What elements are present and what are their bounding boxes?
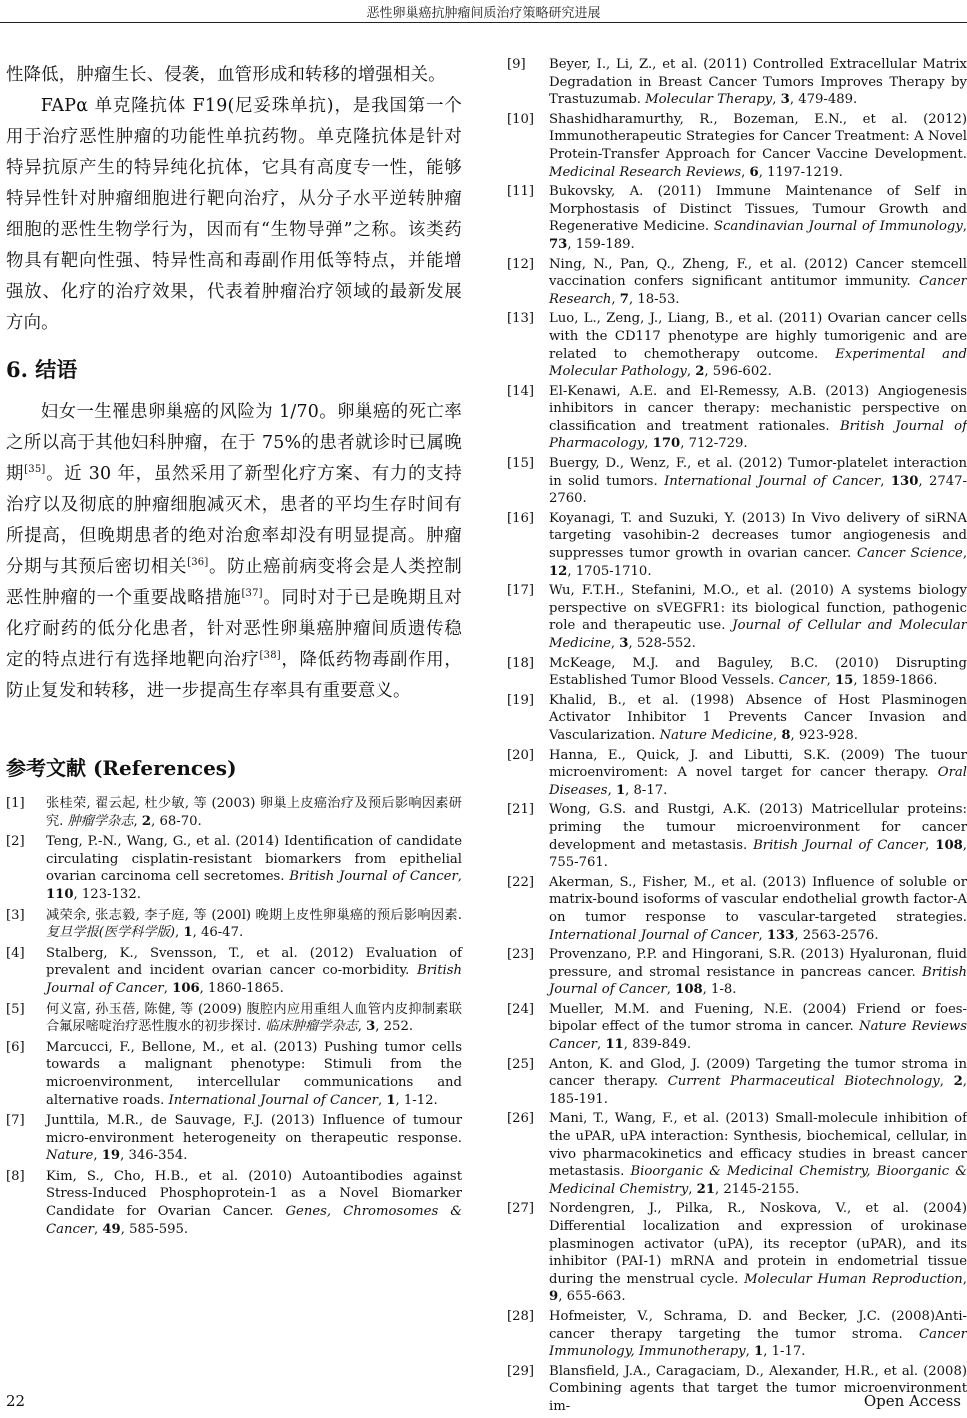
reference-item (6, 945, 462, 998)
reference-journal: Scandinavian Journal of Immunology (713, 219, 963, 235)
reference-pages: , 1705-1710. (567, 563, 652, 579)
reference-text (549, 1001, 967, 1054)
reference-separator: , (962, 1271, 967, 1287)
reference-volume: 7 (619, 291, 629, 307)
reference-number: [8] (6, 1168, 25, 1184)
reference-separator: , (826, 673, 835, 689)
citation-link[interactable]: [37] (241, 588, 263, 600)
reference-volume: 3 (780, 92, 790, 108)
page-number: 22 (6, 1392, 26, 1410)
reference-text (549, 946, 967, 999)
reference-volume: 1 (615, 782, 626, 798)
reference-separator: , (772, 92, 781, 108)
reference-number: [24] (507, 1001, 535, 1017)
reference-volume: 3 (619, 636, 629, 651)
reference-authors-title: Hofmeister, V., Schrama, D. and Becker, J.C. (2008)Anti-cancer therapy targeting the tumor stroma. (549, 1308, 967, 1342)
reference-item (507, 310, 967, 380)
reference-item (507, 655, 967, 690)
reference-text (549, 256, 967, 309)
reference-separator: , (688, 1181, 697, 1197)
reference-number: [23] (507, 947, 535, 963)
reference-number: [1] (6, 796, 25, 811)
reference-journal: Nature (46, 1148, 94, 1164)
reference-volume: 106 (172, 980, 200, 996)
reference-text (46, 1112, 462, 1165)
reference-separator: , (457, 869, 462, 885)
reference-number: [7] (6, 1113, 25, 1129)
conclusion-paragraph (6, 397, 462, 707)
reference-volume: 130 (890, 473, 919, 489)
reference-volume: 1 (386, 1092, 396, 1108)
reference-volume: 8 (781, 727, 791, 743)
reference-number: [9] (507, 57, 526, 72)
reference-number: [5] (6, 1001, 25, 1017)
header-rule (0, 22, 967, 23)
reference-pages: , 123-132. (73, 886, 141, 902)
reference-journal: British Journal of Pharmacology (549, 418, 967, 452)
reference-item (6, 1001, 462, 1036)
reference-item (6, 833, 462, 903)
reference-authors-title: 张桂荣, 翟云起, 杜少敏, 等 (2003) 卵巢上皮癌治疗及预后影响因素研究. (46, 796, 462, 829)
reference-text (46, 1001, 462, 1036)
reference-item (507, 1110, 967, 1198)
reference-journal: Cancer (778, 673, 827, 689)
reference-volume: 170 (652, 436, 681, 452)
reference-text (46, 1039, 462, 1109)
reference-journal: International Journal of Cancer (664, 473, 881, 489)
reference-authors-title: Stalberg, K., Svensson, T., et al. (2012) Evaluation of prevalent and incident ovarian cancer co-morbidity. (46, 945, 462, 979)
reference-number: [13] (507, 311, 535, 327)
reference-item (6, 1112, 462, 1165)
reference-number: [25] (507, 1056, 535, 1072)
conclusion-text: 妇女一生罹患卵巢癌的风险为 1/70。卵巢癌的死亡率之所以高于其他妇科肿瘤，在于 75%的患者就诊时已属晚期 (6, 402, 462, 484)
reference-pages: , 755-761. (549, 837, 967, 871)
left-column (6, 60, 462, 1241)
reference-journal: Journal of Cellular and Molecular Medicine (549, 618, 967, 651)
reference-separator: , (772, 727, 782, 743)
reference-authors-title: Mani, T., Wang, F., et al. (2013) Small-molecule inhibition of the uPAR, uPA interaction: Synthesis, biochemical, cellular, in vivo pharmacokinetics and efficacy studies in breast cancer metastasis. (549, 1111, 967, 1180)
reference-text (549, 56, 967, 109)
reference-text (549, 1110, 967, 1198)
reference-list (507, 56, 967, 1416)
reference-item (507, 1200, 967, 1306)
reference-journal: Molecular Therapy (645, 92, 773, 108)
reference-journal: Experimental and Molecular Pathology (549, 346, 967, 380)
conclusion-text: 。防止癌前病变将会是人类控制恶性肿瘤的一个重要战略措施 (6, 557, 462, 608)
reference-item (507, 183, 967, 253)
reference-text (549, 383, 967, 453)
reference-volume: 1 (183, 925, 193, 941)
reference-journal: Molecular Human Reproduction (744, 1271, 963, 1287)
reference-authors-title: Luo, L., Zeng, J., Liang, B., et al. (2011) Ovarian cancer cells with the CD117 phenotype are highly tumorigenic and are related to chemotherapy outcome. (549, 311, 967, 362)
reference-pages: , 655-663. (558, 1289, 626, 1305)
reference-pages: , 18-53. (628, 291, 680, 307)
reference-item (507, 111, 967, 181)
reference-pages: , 528-552. (628, 636, 696, 651)
reference-journal: Cancer Immunology, Immunotherapy (549, 1326, 967, 1360)
reference-authors-title: Wu, F.T.H., Stefanini, M.O., et al. (2010) A systems biology perspective on sVEGFR1: its biological function, pathogenic role and therapeutic use. (549, 583, 967, 634)
reference-volume: 19 (101, 1148, 121, 1164)
reference-pages: , 2145-2155. (715, 1181, 800, 1197)
reference-authors-title: Akerman, S., Fisher, M., et al. (2013) Influence of soluble or matrix-bound isoforms of vascular endothelial growth factor-A on tumor response to vascular-targeted strategies. (549, 874, 967, 925)
reference-pages: , 2747-2760. (549, 473, 967, 507)
reference-separator: , (962, 546, 967, 562)
reference-item (507, 801, 967, 871)
reference-pages: , 8-17. (625, 782, 668, 798)
references-heading: 参考文献 (References) (6, 756, 237, 780)
reference-pages: , 923-928. (790, 727, 858, 743)
reference-item (6, 1039, 462, 1109)
reference-authors-title: 何义富, 孙玉蓓, 陈健, 等 (2009) 腹腔内应用重组人血管内皮抑制素联合氟尿嘧啶治疗恶性腹水的初步探讨. (46, 1001, 462, 1035)
reference-text (549, 510, 967, 580)
reference-volume: 21 (696, 1181, 716, 1197)
reference-text (549, 801, 967, 871)
reference-authors-title: Hanna, E., Quick, J. and Libutti, S.K. (2009) The tuour microenviroment: A novel target for cancer therapy. (549, 747, 967, 781)
reference-journal: 复旦学报(医学科学版) (46, 925, 175, 941)
reference-separator: , (741, 164, 750, 180)
reference-volume: 110 (46, 886, 74, 902)
reference-number: [14] (507, 383, 535, 399)
reference-journal: British Journal of Cancer (753, 837, 926, 853)
reference-pages: , 68-70. (151, 813, 202, 829)
reference-text (549, 111, 967, 181)
reference-volume: 2 (953, 1074, 963, 1090)
reference-authors-title: McKeage, M.J. and Baguley, B.C. (2010) Disrupting Established Tumor Blood Vessels. (549, 655, 967, 689)
reference-number: [19] (507, 692, 535, 708)
reference-number: [16] (507, 510, 535, 526)
reference-separator: , (758, 927, 767, 943)
reference-pages: , 712-729. (680, 436, 748, 452)
reference-text (46, 795, 462, 830)
reference-separator: , (610, 636, 620, 651)
reference-text (549, 1056, 967, 1109)
reference-item (6, 907, 462, 942)
reference-authors-title: Provenzano, P.P. and Hingorani, S.R. (2013) Hyaluronan, fluid pressure, and stromal resistance in pancreas cancer. (549, 947, 967, 980)
reference-item (6, 1168, 462, 1238)
reference-volume: 108 (675, 982, 703, 998)
reference-authors-title: Ning, N., Pan, Q., Zheng, F., et al. (2012) Cancer stemcell vaccination confers significant antitumor immunity. (549, 256, 967, 290)
reference-item (507, 383, 967, 453)
reference-volume: 1 (754, 1344, 764, 1360)
reference-volume: 15 (834, 673, 854, 689)
reference-pages: , 1-17. (763, 1344, 806, 1360)
reference-pages: , 1859-1866. (853, 673, 938, 689)
reference-journal: British Journal of Cancer (289, 869, 458, 885)
reference-number: [11] (507, 184, 535, 200)
reference-text (46, 907, 462, 942)
reference-separator: , (93, 1148, 102, 1164)
reference-journal: 肿瘤学杂志 (67, 813, 134, 829)
reference-text (549, 1200, 967, 1306)
reference-number: [15] (507, 456, 535, 472)
reference-pages: , 585-595. (120, 1221, 189, 1237)
reference-separator: , (611, 291, 620, 307)
reference-number: [17] (507, 583, 535, 599)
reference-pages: , 839-849. (623, 1037, 692, 1053)
reference-number: [28] (507, 1308, 535, 1324)
citation-link[interactable]: [35] (24, 464, 46, 476)
reference-authors-title: Anton, K. and Glod, J. (2009) Targeting the tumor stroma in cancer therapy. (549, 1056, 967, 1090)
reference-volume: 11 (605, 1037, 624, 1053)
reference-number: [21] (507, 802, 535, 818)
reference-number: [20] (507, 747, 535, 763)
reference-pages: , 159-189. (567, 236, 635, 252)
reference-journal: British Journal of Cancer (549, 964, 967, 998)
section-heading: 6. 结语 (6, 357, 78, 382)
reference-number: [18] (507, 655, 535, 671)
reference-text (549, 874, 967, 944)
reference-volume: 73 (549, 236, 568, 252)
reference-item (507, 747, 967, 800)
reference-text (46, 1168, 462, 1238)
reference-text (549, 1308, 967, 1361)
reference-volume: 9 (549, 1289, 559, 1305)
reference-separator: , (925, 837, 936, 853)
reference-separator: , (174, 925, 184, 941)
right-column (507, 56, 967, 1418)
open-access-label: Open Access (863, 1392, 961, 1410)
reference-item (507, 874, 967, 944)
reference-item (6, 795, 462, 830)
reference-journal: Cancer Science (856, 546, 963, 562)
reference-pages: , 2563-2576. (794, 927, 879, 943)
conclusion-text: ，降低药物毒副作用，防止复发和转移，进一步提高生存率具有重要意义。 (6, 650, 462, 701)
reference-separator: , (666, 982, 676, 998)
reference-authors-title: Mueller, M.M. and Fuening, N.E. (2004) Friend or foes-bipolar effect of the tumor stroma in cancer. (549, 1001, 967, 1035)
reference-journal: Nature Medicine (659, 727, 773, 743)
reference-number: [12] (507, 256, 535, 272)
citation-link[interactable]: [38] (259, 650, 281, 662)
reference-separator: , (163, 980, 173, 996)
reference-separator: , (607, 782, 616, 798)
reference-pages: , 252. (375, 1019, 414, 1035)
reference-authors-title: Junttila, M.R., de Sauvage, F.J. (2013) Influence of tumour micro-environment heterogeneity on therapeutic response. (46, 1113, 462, 1146)
reference-journal: Nature Reviews Cancer (549, 1019, 967, 1053)
reference-authors-title: Shashidharamurthy, R., Bozeman, E.N., et al. (2012) Immunotherapeutic Strategies for Cancer Treatment: A Novel Protein-Transfer Approach for Cancer Vaccine Development. (549, 111, 967, 162)
reference-authors-title: Bukovsky, A. (2011) Immune Maintenance of Self in Morphostasis of Distinct Tissues, Tumour Growth and Regenerative Medicine. (549, 184, 967, 235)
reference-separator: , (357, 1019, 367, 1035)
reference-item (507, 1056, 967, 1109)
reference-text (549, 692, 967, 745)
reference-pages: , 1197-1219. (758, 164, 843, 180)
reference-separator: , (377, 1092, 387, 1108)
reference-volume: 133 (766, 927, 795, 943)
reference-authors-title: Buergy, D., Wenz, F., et al. (2012) Tumor-platelet interaction in solid tumors. (549, 456, 967, 489)
reference-pages: , 185-191. (549, 1074, 967, 1107)
reference-authors-title: 减荣余, 张志毅, 李子庭, 等 (200l) 晚期上皮性卵巢癌的预后影响因素. (46, 907, 462, 923)
reference-number: [26] (507, 1111, 535, 1127)
reference-number: [10] (507, 111, 535, 127)
body-paragraph: FAPα 单克隆抗体 F19(尼妥珠单抗)，是我国第一个用于治疗恶性肿瘤的功能性单抗药物。单克隆抗体是针对特异抗原产生的特异纯化抗体，它具有高度专一性，能够特异性针对肿瘤细胞进行靶向治疗，从分子水平逆转肿瘤细胞的恶性生物学行为，因而有“生物导弹”之称。该类药物具有靶向性强、特异性高和毒副作用低等特点，并能增强放、化疗的治疗效果，代表着肿瘤治疗领域的最新发展方向。 (6, 96, 462, 333)
reference-authors-title: El-Kenawi, A.E. and El-Remessy, A.B. (2013) Angiogenesis inhibitors in cancer therapy: mechanistic perspective on classification and treatment rationales. (549, 383, 967, 434)
reference-text (549, 655, 967, 690)
reference-authors-title: Nordengren, J., Pilka, R., Noskova, V., et al. (2004) Differential localization and expression of urokinase plasminogen activator (uPA), its receptor (uPAR), and its inhibitor (PAI-1) mRNA and protein in endometrial tissue during the menstrual cycle. (549, 1201, 967, 1287)
reference-authors-title: Koyanagi, T. and Suzuki, Y. (2013) In Vivo delivery of siRNA targeting vasohibin-2 decreases tumor angiogenesis and suppresses tumor growth in ovarian cancer. (549, 510, 967, 562)
reference-authors-title: Blansfield, J.A., Caragaciam, D., Alexander, H.R., et al. (2008) Combining agents that target the tumor microenvironment im- (549, 1363, 967, 1414)
reference-authors-title: Marcucci, F., Bellone, M., et al. (2013) Pushing tumor cells towards a malignant phenotype: Stimuli from the microenvironment, intercellular communications and alternative roads. (46, 1039, 462, 1108)
reference-item (507, 56, 967, 109)
reference-item (507, 692, 967, 745)
reference-pages: , 479-489. (789, 92, 858, 108)
reference-journal: Bioorganic & Medicinal Chemistry, Bioorganic & Medicinal Chemistry (549, 1164, 967, 1197)
reference-pages: , 596-602. (704, 364, 772, 380)
reference-separator: , (939, 1074, 954, 1090)
reference-volume: 6 (749, 164, 759, 180)
reference-pages: , 346-354. (120, 1148, 188, 1164)
reference-journal: 临床肿瘤学杂志 (265, 1019, 358, 1035)
reference-separator: , (93, 1221, 103, 1237)
reference-number: [22] (507, 874, 535, 890)
reference-separator: , (596, 1037, 606, 1053)
conclusion-text: 。同时对于已是晚期且对化疗耐药的低分化患者，针对恶性卵巢癌肿瘤间质遗传稳定的特点进行有选择地靶向治疗 (6, 588, 463, 670)
reference-item (507, 1001, 967, 1054)
running-head: 恶性卵巢癌抗肿瘤间质治疗策略研究进展 (366, 6, 601, 21)
reference-text (549, 582, 967, 652)
reference-separator: , (962, 219, 967, 235)
reference-journal: Medicinal Research Reviews (549, 164, 742, 180)
reference-volume: 2 (695, 364, 705, 380)
reference-text (549, 310, 967, 380)
reference-number: [3] (6, 907, 25, 923)
reference-authors-title: Khalid, B., et al. (1998) Absence of Host Plasminogen Activator Inhibitor 1 Prevents Cancer Invasion and Vascularization. (549, 692, 967, 743)
conclusion-text: 。近 30 年，虽然采用了新型化疗方案、有力的支持治疗以及彻底的肿瘤细胞减灭术，患者的平均生存时间有所提高，但晚期患者的绝对治愈率却没有明显提高。肿瘤分期与其预后密切相关 (6, 464, 463, 577)
reference-volume: 12 (549, 563, 568, 579)
reference-pages: , 1860-1865. (199, 980, 284, 996)
reference-text (549, 747, 967, 800)
reference-volume: 3 (366, 1019, 376, 1035)
reference-journal: Genes, Chromosomes & Cancer (46, 1204, 462, 1237)
reference-item (507, 946, 967, 999)
reference-pages: , 1-12. (395, 1092, 438, 1108)
reference-number: [27] (507, 1201, 535, 1217)
reference-separator: , (133, 813, 142, 829)
body-paragraph: 性降低，肿瘤生长、侵袭，血管形成和转移的增强相关。 (6, 65, 446, 85)
reference-number: [2] (6, 834, 25, 850)
reference-number: [29] (507, 1363, 535, 1379)
reference-pages: , 46-47. (192, 925, 244, 941)
reference-text (46, 945, 462, 998)
reference-item (507, 455, 967, 508)
reference-text (549, 183, 967, 253)
reference-journal: International Journal of Cancer (549, 927, 759, 943)
reference-list (6, 795, 462, 1238)
reference-journal: Current Pharmaceutical Biotechnology (667, 1074, 940, 1090)
reference-journal: Oral Diseases (549, 765, 967, 798)
reference-journal: Cancer Research (549, 274, 967, 307)
reference-authors-title: Kim, S., Cho, H.B., et al. (2010) Autoantibodies against Stress-Induced Phosphoprotein-1 as a Novel Biomarker Candidate for Ovarian Cancer. (46, 1168, 462, 1220)
reference-pages: , 1-8. (702, 982, 737, 998)
reference-separator: , (686, 364, 696, 380)
reference-authors-title: Teng, P.-N., Wang, G., et al. (2014) Identification of candidate circulating cisplatin-resistant biomarkers from epithelial ovarian carcinoma cell secretomes. (46, 834, 462, 885)
citation-link[interactable]: [36] (187, 557, 209, 569)
reference-text (549, 455, 967, 508)
reference-authors-title: Wong, G.S. and Rustgi, A.K. (2013) Matricellular proteins: priming the tumour microenvironment for cancer development and metastasis. (549, 802, 967, 853)
reference-separator: , (880, 473, 891, 489)
reference-item (507, 256, 967, 309)
reference-item (507, 582, 967, 652)
reference-journal: International Journal of Cancer (168, 1092, 378, 1108)
reference-journal: British Journal of Cancer (46, 963, 462, 996)
reference-volume: 2 (141, 813, 152, 829)
reference-volume: 108 (935, 837, 963, 853)
reference-separator: , (644, 436, 653, 452)
reference-text (46, 833, 462, 903)
reference-authors-title: Beyer, I., Li, Z., et al. (2011) Controlled Extracellular Matrix Degradation in Breast Cancer Tumors Improves Therapy by Trastuzumab. (549, 57, 967, 108)
reference-item (507, 1308, 967, 1361)
reference-number: [6] (6, 1039, 25, 1055)
reference-separator: , (745, 1344, 755, 1360)
reference-item (507, 510, 967, 580)
reference-volume: 49 (102, 1221, 121, 1237)
reference-number: [4] (6, 945, 25, 961)
